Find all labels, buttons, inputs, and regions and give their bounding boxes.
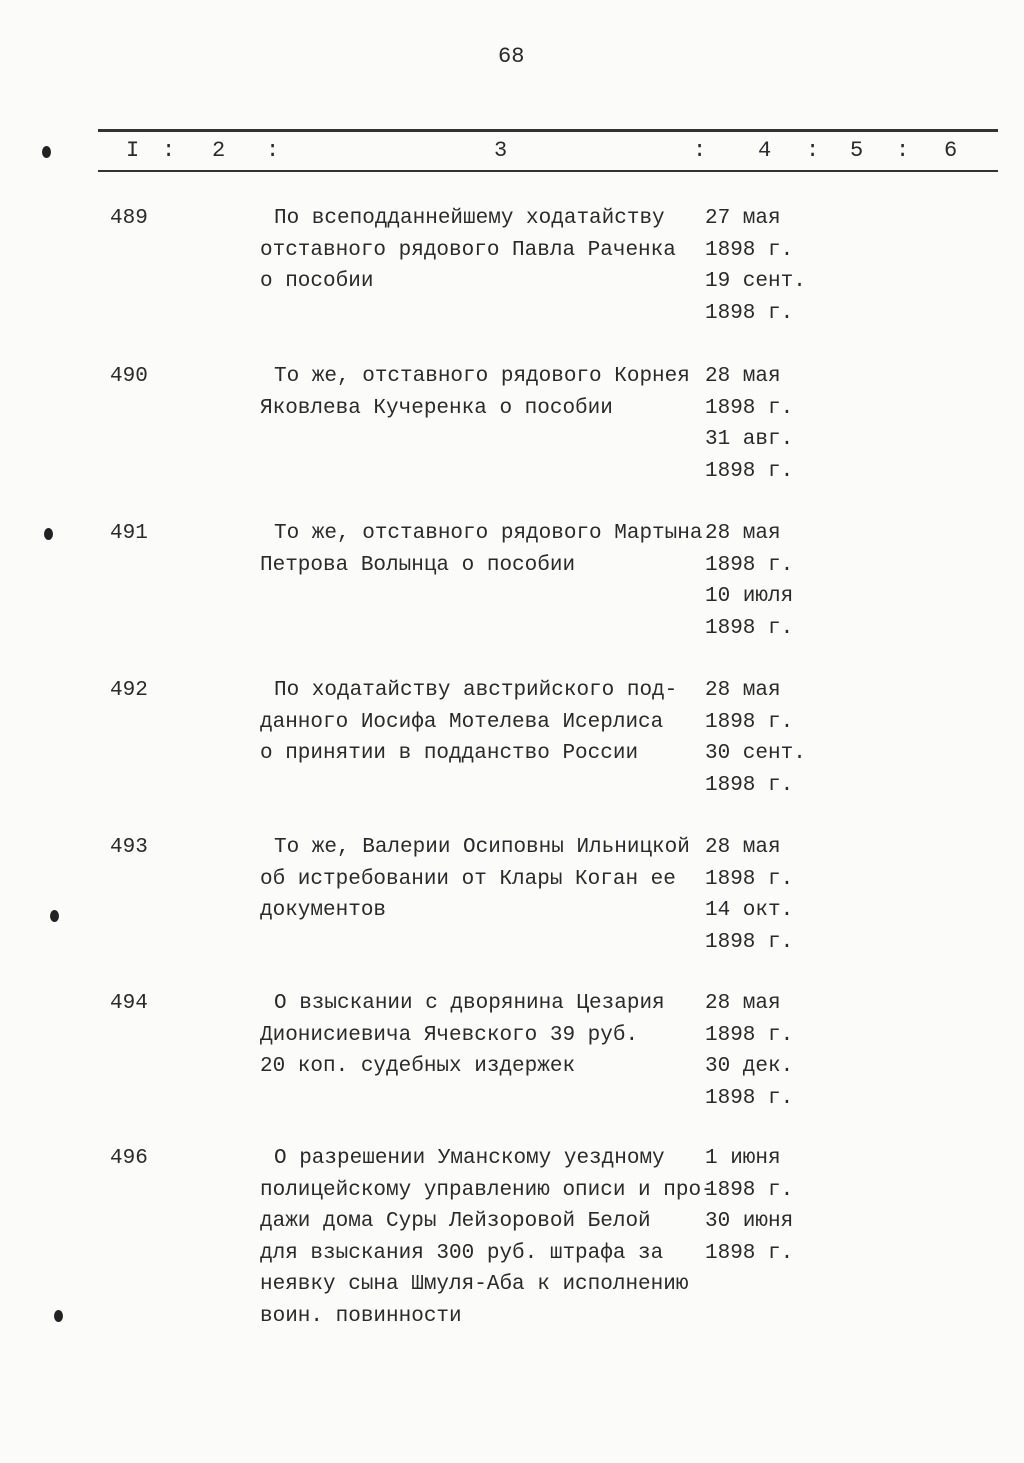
date-line: 1898 г. — [705, 616, 794, 640]
description-line: То же, отставного рядового Мартына — [274, 522, 703, 545]
column-header-4: 4 — [758, 138, 772, 163]
description-line: полицейскому управлению описи и про- — [260, 1178, 714, 1202]
description-line: 20 коп. судебных издержек — [260, 1055, 576, 1078]
description-line: То же, Валерии Осиповны Ильницкой — [274, 836, 690, 859]
description-line: О взыскании с дворянина Цезария — [274, 992, 665, 1015]
date-line: 1898 г. — [705, 930, 794, 954]
description-line: О разрешении Уманскому уездному — [274, 1147, 665, 1170]
column-header-1: I — [126, 138, 140, 163]
date-line: 30 дек. — [705, 1055, 794, 1078]
description-line: о пособии — [260, 270, 374, 293]
date-line: 1898 г. — [705, 301, 794, 325]
entry-number: 492 — [110, 679, 148, 702]
entry-dates — [705, 361, 793, 487]
description-line: документов — [260, 899, 387, 922]
date-line: 14 окт. — [705, 899, 794, 922]
column-separator: : — [806, 138, 820, 163]
description-line: По ходатайству австрийского под- — [274, 679, 678, 702]
column-header-6: 6 — [944, 138, 958, 163]
column-header-5: 5 — [850, 138, 864, 163]
description-line: данного Иосифа Мотелева Исерлиса — [260, 710, 664, 734]
date-line: 1898 г. — [705, 459, 794, 483]
entry-dates — [705, 203, 806, 329]
entry-dates — [705, 988, 793, 1114]
date-line: 1898 г. — [705, 1178, 794, 1202]
description-line: дажи дома Суры Лейзоровой Белой — [260, 1210, 651, 1233]
entry-description — [260, 988, 710, 1083]
entry-dates — [705, 832, 793, 958]
description-line: неявку сына Шмуля-Аба к исполнению — [260, 1273, 689, 1296]
entry-dates — [705, 518, 793, 644]
date-line: 28 мая — [705, 836, 781, 859]
entry-dates — [705, 675, 806, 801]
column-header-3: 3 — [494, 138, 508, 163]
date-line: 28 мая — [705, 522, 781, 545]
date-line: 1 июня — [705, 1147, 781, 1170]
description-line: Дионисиевича Ячевского 39 руб. — [260, 1023, 639, 1047]
entry-description — [260, 1143, 714, 1332]
date-line: 1898 г. — [705, 553, 794, 577]
punch-hole-mark — [42, 146, 51, 158]
date-line: 30 сент. — [705, 742, 806, 765]
description-line: Яковлева Кучеренка о пособии — [260, 396, 613, 420]
date-line: 30 июня — [705, 1210, 794, 1233]
date-line: 1898 г. — [705, 1086, 794, 1110]
date-line: 1898 г. — [705, 396, 794, 420]
description-line: По всеподданнейшему ходатайству — [274, 207, 665, 230]
punch-hole-mark — [44, 528, 53, 540]
column-separator: : — [162, 138, 176, 163]
entry-description — [260, 361, 710, 424]
description-line: об истребовании от Клары Коган ее — [260, 867, 676, 891]
header-top-rule — [98, 129, 998, 132]
date-line: 31 авг. — [705, 428, 794, 451]
column-separator: : — [693, 138, 707, 163]
column-header-2: 2 — [212, 138, 226, 163]
description-line: воин. повинности — [260, 1304, 462, 1328]
entry-description — [260, 203, 710, 298]
date-line: 1898 г. — [705, 710, 794, 734]
punch-hole-mark — [50, 910, 59, 922]
date-line: 1898 г. — [705, 773, 794, 797]
description-line: То же, отставного рядового Корнея — [274, 365, 690, 388]
punch-hole-mark — [54, 1310, 63, 1322]
entry-description — [260, 832, 710, 927]
description-line: для взыскания 300 руб. штрафа за — [260, 1241, 664, 1265]
entry-number: 494 — [110, 992, 148, 1015]
date-line: 28 мая — [705, 365, 781, 388]
entry-dates — [705, 1143, 793, 1269]
date-line: 27 мая — [705, 207, 781, 230]
date-line: 1898 г. — [705, 238, 794, 262]
description-line: Петрова Волынца о пособии — [260, 553, 576, 577]
entry-description — [260, 518, 710, 581]
entry-number: 490 — [110, 365, 148, 388]
date-line: 1898 г. — [705, 867, 794, 891]
entry-number: 491 — [110, 522, 148, 545]
entry-number: 493 — [110, 836, 148, 859]
page-number: 68 — [498, 44, 525, 69]
header-bottom-rule — [98, 170, 998, 172]
date-line: 1898 г. — [705, 1023, 794, 1047]
description-line: о принятии в подданство России — [260, 742, 639, 765]
date-line: 1898 г. — [705, 1241, 794, 1265]
entry-description — [260, 675, 710, 770]
date-line: 10 июля — [705, 585, 794, 608]
column-separator: : — [896, 138, 910, 163]
date-line: 19 сент. — [705, 270, 806, 293]
entry-number: 496 — [110, 1147, 148, 1170]
entry-number: 489 — [110, 207, 148, 230]
description-line: отставного рядового Павла Раченка — [260, 238, 676, 262]
column-separator: : — [266, 138, 280, 163]
date-line: 28 мая — [705, 679, 781, 702]
date-line: 28 мая — [705, 992, 781, 1015]
